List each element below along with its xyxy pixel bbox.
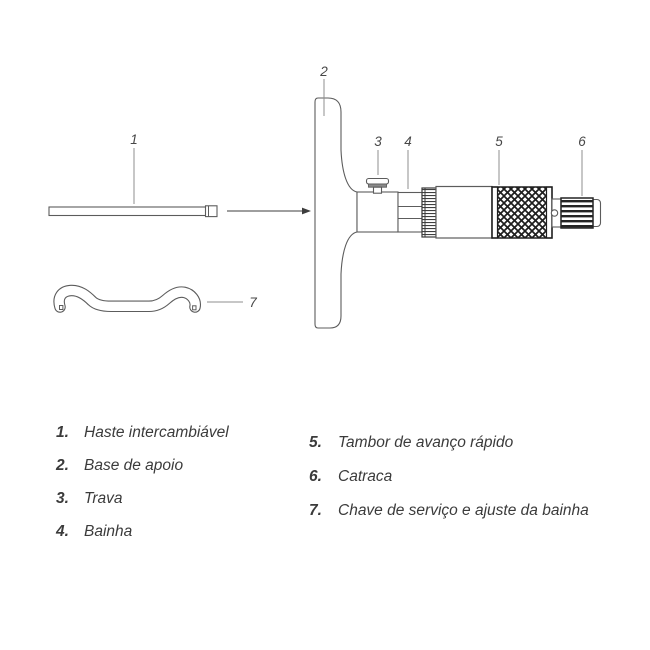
- knurled-drum: [492, 187, 552, 238]
- legend-item-4: [56, 523, 306, 541]
- interchangeable-rod: [49, 206, 217, 217]
- legend-item-3: [56, 490, 306, 508]
- legend-item-6: [309, 468, 639, 486]
- lock-knob: [367, 179, 389, 194]
- callout-7: 7: [249, 295, 257, 310]
- legend-num-2: 2.: [56, 457, 69, 474]
- legend-label-3: Trava: [84, 490, 123, 507]
- legend-item-2: [56, 457, 306, 475]
- legend-num-4: 4.: [56, 523, 69, 540]
- legend-num-6: 6.: [309, 468, 322, 485]
- callout-4: 4: [404, 134, 412, 149]
- callout-5: 5: [495, 134, 503, 149]
- callout-6: 6: [578, 134, 586, 149]
- legend-item-5: [309, 434, 639, 452]
- legend-column-right: [309, 434, 639, 520]
- legend-num-3: 3.: [56, 490, 69, 507]
- legend-num-5: 5.: [309, 434, 322, 451]
- callout-3: 3: [374, 134, 382, 149]
- legend-label-7: Chave de serviço e ajuste da bainha: [338, 502, 589, 519]
- thimble-ridge-ring: [422, 188, 436, 237]
- base-plate: [315, 98, 357, 328]
- legend-num-7: 7.: [309, 502, 322, 519]
- thimble-barrel: [436, 187, 492, 239]
- sleeve: [398, 193, 422, 233]
- legend-label-2: Base de apoio: [84, 457, 184, 474]
- frame-hub: [357, 192, 398, 232]
- legend-column-left: [56, 424, 306, 541]
- ratchet-connector: [551, 199, 561, 227]
- insertion-arrow: [227, 208, 311, 215]
- legend-label-5: Tambor de avanço rápido: [338, 434, 514, 451]
- callout-1: 1: [130, 132, 138, 147]
- spanner-wrench: [59, 290, 196, 309]
- legend-label-4: Bainha: [84, 523, 133, 540]
- legend-item-1: [56, 424, 306, 442]
- ratchet-stop: [561, 198, 601, 228]
- legend-label-1: Haste intercambiável: [84, 424, 229, 441]
- legend-num-1: 1.: [56, 424, 69, 441]
- callout-2: 2: [320, 64, 328, 79]
- legend-item-7: [309, 502, 639, 520]
- legend-label-6: Catraca: [338, 468, 393, 485]
